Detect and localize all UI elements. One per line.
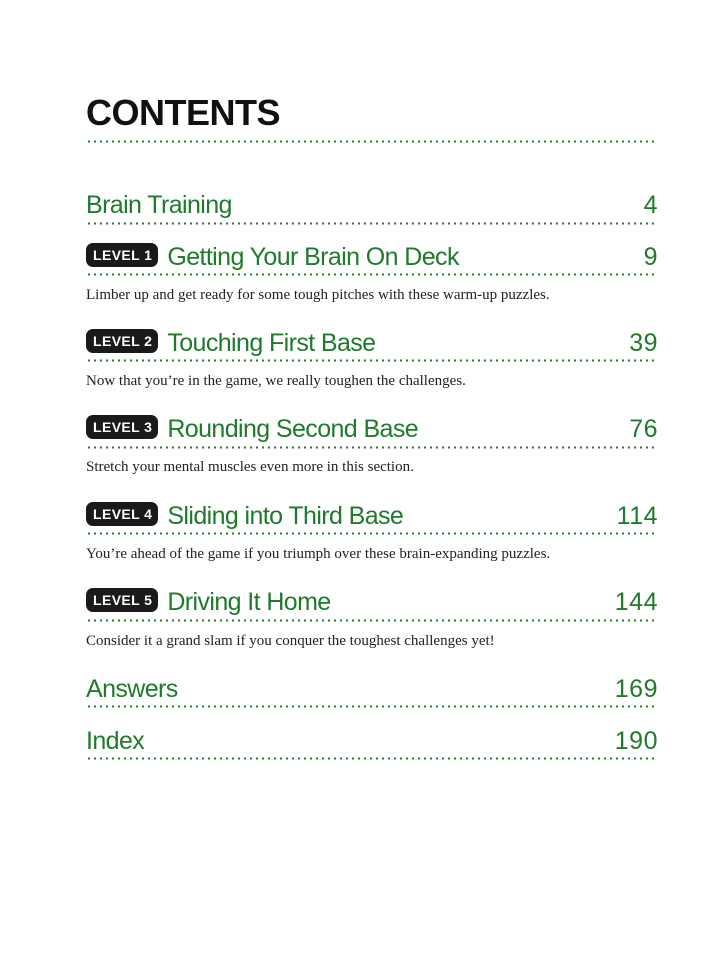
level-badge: LEVEL 2 (86, 329, 158, 353)
toc-entry-title: Answers (86, 675, 178, 703)
toc-entry-title: Sliding into Third Base (167, 502, 404, 530)
toc-entry-title: Index (86, 727, 145, 755)
toc-entry-description: Now that you’re in the game, we really toughen the challenges. (86, 373, 466, 389)
title-divider (86, 140, 658, 143)
toc-entry-description: Stretch your mental muscles even more in this section. (86, 459, 414, 475)
level-badge: LEVEL 5 (86, 588, 158, 612)
toc-entry-page: 114 (616, 502, 658, 530)
toc-entry-description: Consider it a grand slam if you conquer the toughest challenges yet! (86, 633, 495, 649)
toc-entry-index[interactable] (86, 722, 658, 756)
toc-entry-page: 4 (643, 191, 658, 219)
toc-entry-level-1[interactable] (86, 238, 658, 272)
toc-entry-page: 76 (629, 415, 658, 443)
toc-entry-page: 190 (614, 727, 658, 755)
toc-entry-brain-training[interactable] (86, 186, 658, 220)
toc-entry-description: Limber up and get ready for some tough pitches with these warm-up puzzles. (86, 287, 550, 303)
toc-entry-level-3[interactable] (86, 410, 658, 444)
toc-entry-page: 9 (643, 243, 658, 271)
toc-entry-title: Getting Your Brain On Deck (167, 243, 459, 271)
toc-entry-title: Driving It Home (167, 588, 331, 616)
toc-entry-title: Rounding Second Base (167, 415, 419, 443)
entry-divider (86, 446, 658, 449)
level-badge: LEVEL 3 (86, 415, 158, 439)
entry-divider (86, 619, 658, 622)
level-badge: LEVEL 1 (86, 243, 158, 267)
toc-entry-level-4[interactable] (86, 497, 658, 531)
toc-entry-title: Brain Training (86, 191, 232, 219)
entry-divider (86, 273, 658, 276)
toc-entry-page: 169 (614, 675, 658, 703)
toc-entry-title: Touching First Base (167, 329, 376, 357)
toc-entry-page: 39 (629, 329, 658, 357)
entry-divider (86, 705, 658, 708)
entry-divider (86, 222, 658, 225)
toc-entry-level-2[interactable] (86, 324, 658, 358)
toc-entry-description: You’re ahead of the game if you triumph over these brain-expanding puzzles. (86, 546, 551, 562)
page-title: CONTENTS (86, 92, 280, 133)
entry-divider (86, 359, 658, 362)
toc-entry-answers[interactable] (86, 670, 658, 704)
level-badge: LEVEL 4 (86, 502, 158, 526)
entry-divider (86, 532, 658, 535)
toc-entry-page: 144 (614, 588, 658, 616)
entry-divider (86, 757, 658, 760)
toc-entry-level-5[interactable] (86, 583, 658, 617)
